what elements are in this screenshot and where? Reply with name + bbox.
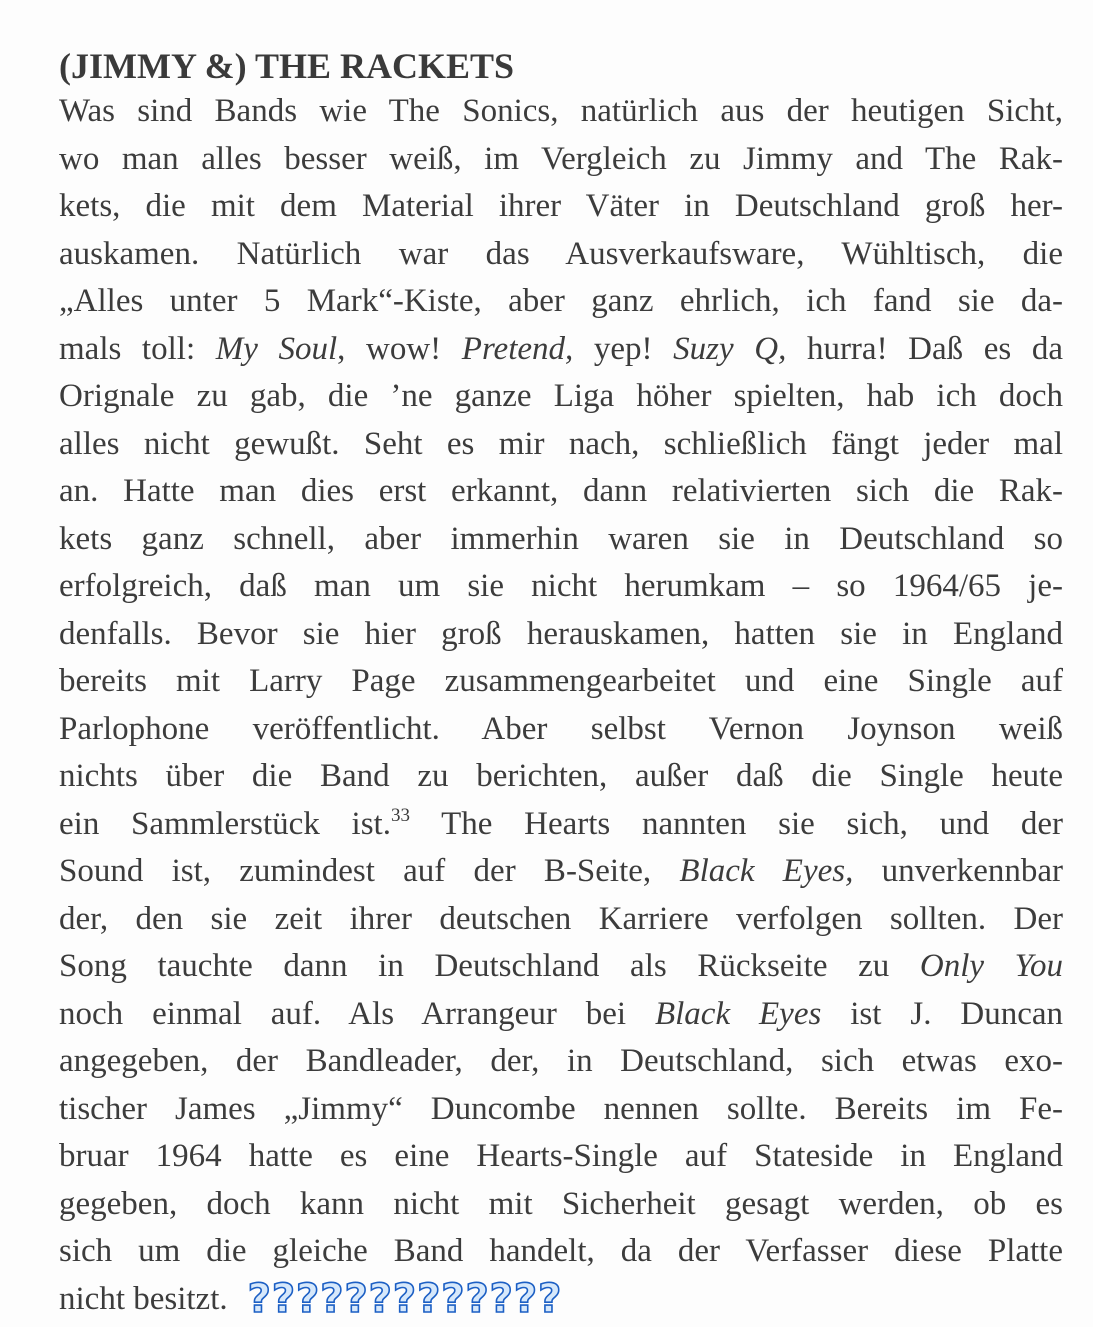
text-line: wo man alles besser weiß, im Vergleich zu Jimmy and The Rak- (59, 140, 1063, 177)
text-line: noch einmal auf. Als Arrangeur bei Black Eyes ist J. Duncan (59, 995, 1063, 1032)
text-line: der, den sie zeit ihrer deutschen Karriere verfolgen sollten. Der (59, 900, 1063, 937)
question-marks-annotation: ????????????? (247, 1275, 563, 1322)
text-line: Orignale zu gab, die ’ne ganze Liga höher spielten, hab ich doch (59, 378, 1063, 414)
text-line: bereits mit Larry Page zusammengearbeitet und eine Single auf (59, 663, 1063, 699)
article-heading: (JIMMY &) THE RACKETS (59, 46, 515, 86)
text-line: mals toll: My Soul, wow! Pretend, yep! Suzy Q, hurra! Daß es da (59, 330, 1064, 367)
text-line: Song tauchte dann in Deutschland als Rückseite zu Only You (59, 948, 1063, 984)
text-line: an. Hatte man dies erst erkannt, dann relativierten sich die Rak- (59, 473, 1063, 509)
text-line: ein Sammlerstück ist.$^{33}$ The Hearts nannten sie sich, und der (59, 804, 1064, 842)
song-title-suzy-q: Suzy Q, (673, 330, 787, 367)
text-line: sich um die gleiche Band handelt, da der Verfasser diese Platte (59, 1233, 1063, 1269)
text-line: kets ganz schnell, aber immerhin waren sie in Deutschland so (59, 520, 1063, 557)
text-line: tischer James „Jimmy“ Duncombe nennen sollte. Bereits im Fe- (59, 1090, 1063, 1127)
text-line: gegeben, doch kann nicht mit Sicherheit gesagt werden, ob es (59, 1185, 1063, 1222)
text-line: erfolgreich, daß man um sie nicht herumkam – so 1964/65 je- (59, 568, 1063, 604)
footnote-marker: 33 (390, 804, 410, 826)
song-title-pretend: Pretend, (461, 330, 574, 367)
song-title-black-eyes: Black Eyes (654, 995, 822, 1032)
song-title-only-you: Only You (919, 948, 1063, 984)
song-title-black-eyes: Black Eyes, (679, 853, 854, 889)
text-line: denfalls. Bevor sie hier groß herauskamen, hatten sie in England (59, 615, 1063, 652)
text-line: Was sind Bands wie The Sonics, natürlich aus der heutigen Sicht, (59, 93, 1063, 129)
text-line: angegeben, der Bandleader, der, in Deutschland, sich etwas exo- (59, 1043, 1063, 1079)
text-line: nichts über die Band zu berichten, außer daß die Single heute (59, 758, 1063, 794)
text-line: kets, die mit dem Material ihrer Väter in Deutschland groß her- (59, 188, 1063, 224)
text-line: bruar 1964 hatte es eine Hearts-Single auf Stateside in England (59, 1138, 1063, 1174)
article-body (59, 88, 1063, 1323)
song-title-my-soul: My Soul (215, 330, 338, 367)
text-line: auskamen. Natürlich war das Ausverkaufsware, Wühltisch, die (59, 235, 1063, 272)
text-line: nicht besitzt. ????????????? (59, 1275, 563, 1322)
text-line: Parlophone veröffentlicht. Aber selbst Vernon Joynson weiß (59, 710, 1063, 747)
text-line: alles nicht gewußt. Seht es mir nach, schließlich fängt jeder mal (59, 425, 1063, 462)
text-line: „Alles unter 5 Mark“-Kiste, aber ganz ehrlich, ich fand sie da- (59, 283, 1063, 319)
text-line: Sound ist, zumindest auf der B-Seite, Black Eyes, unverkennbar (59, 853, 1064, 889)
